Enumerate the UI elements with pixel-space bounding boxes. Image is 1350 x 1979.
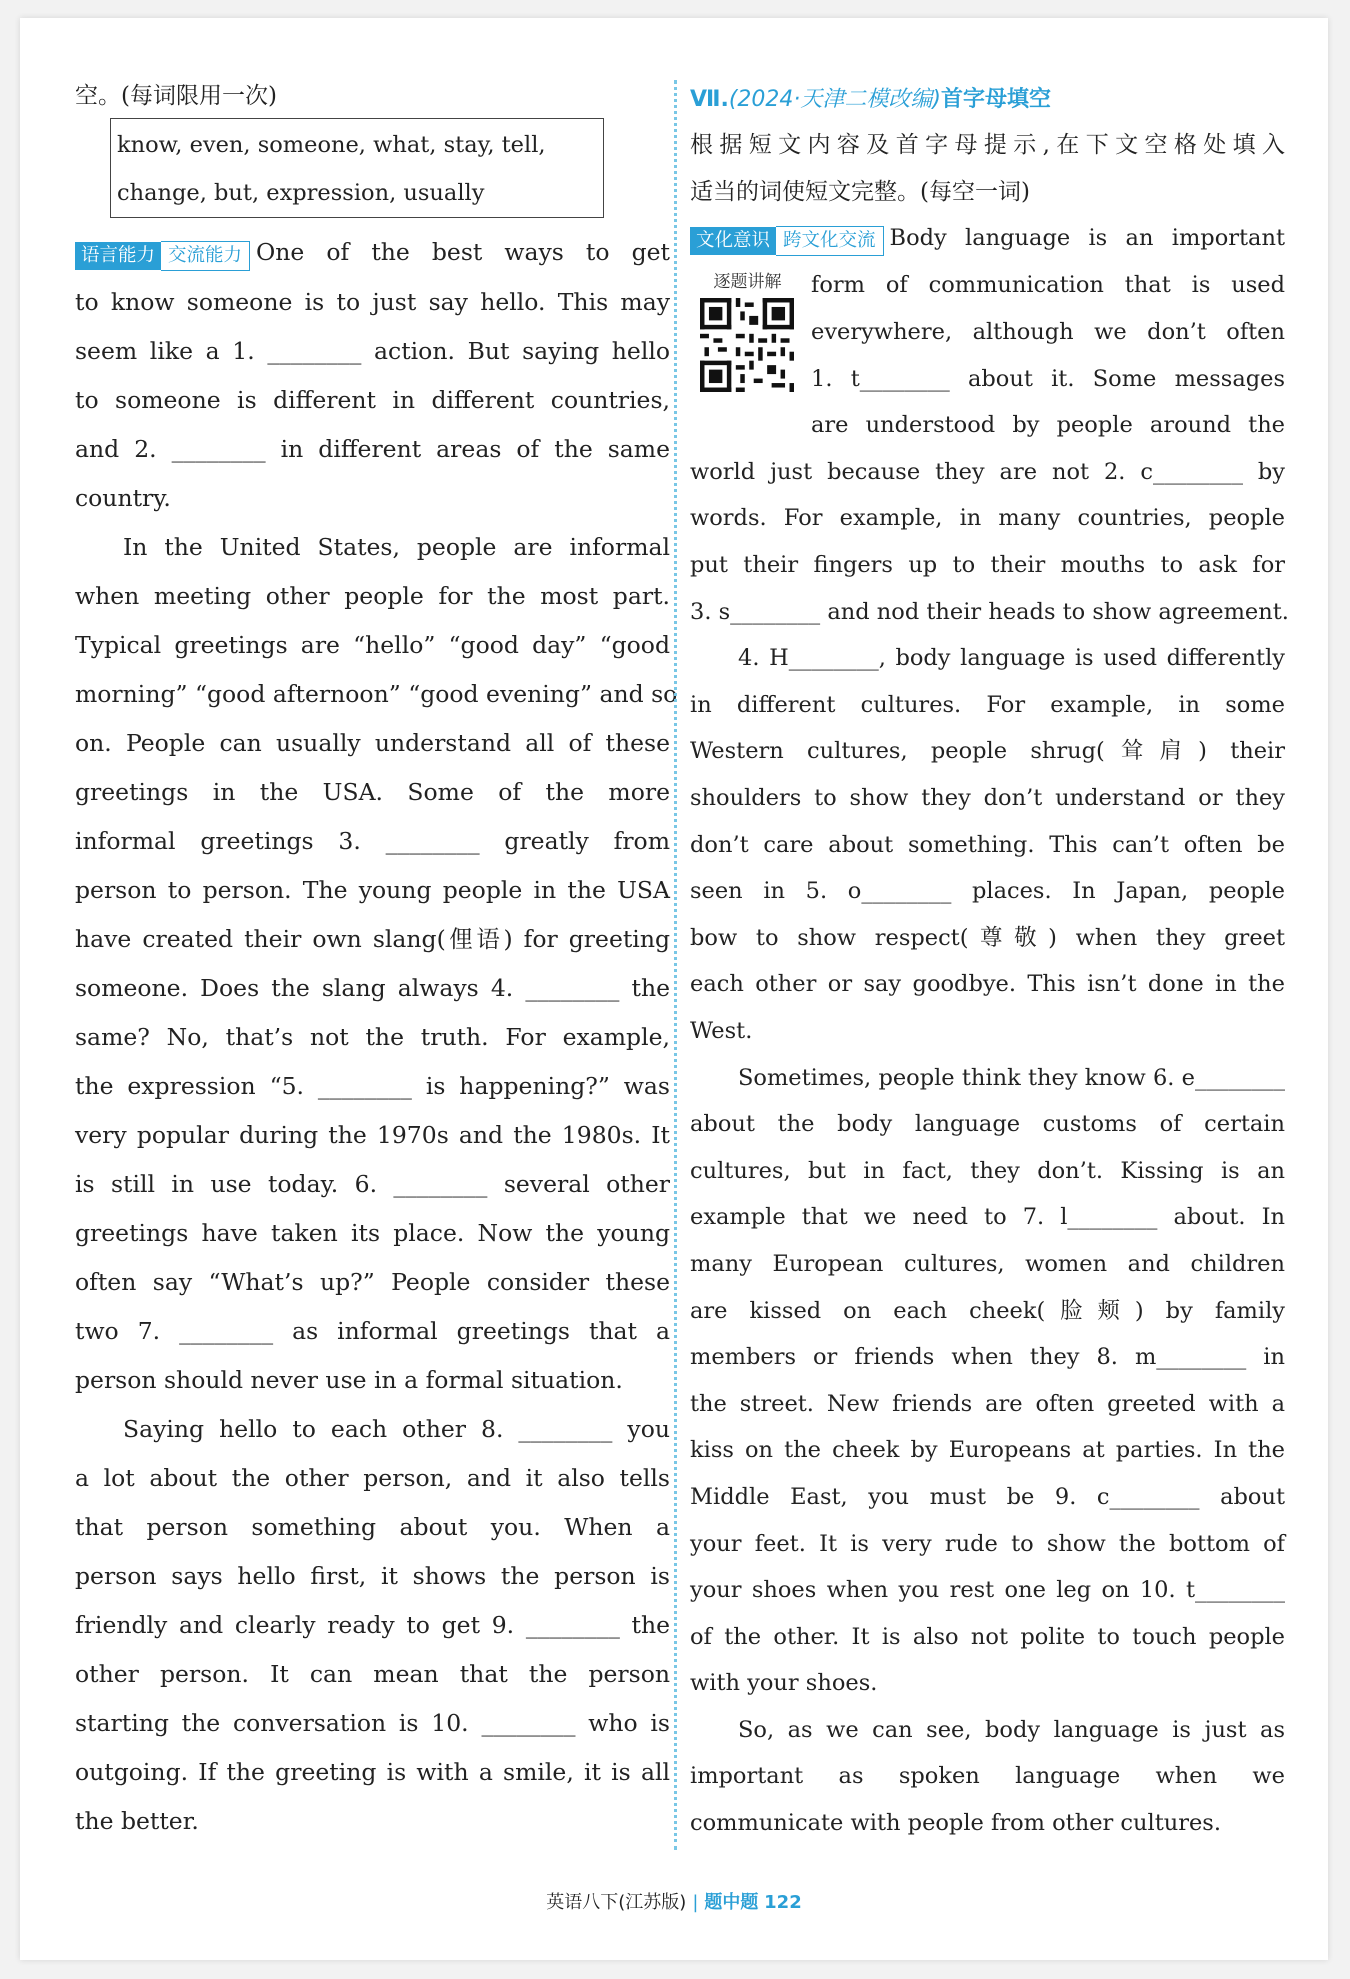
page-number: 122: [764, 1892, 802, 1913]
instruction-line: 根据短文内容及首字母提示,在下文空格处填入: [690, 132, 1285, 158]
tag-cross-cultural-communication: 跨文化交流: [776, 226, 884, 256]
passage-line: shoulders to show they don’t understand or they: [690, 785, 1285, 812]
left-column: [75, 78, 678, 1846]
section-number: Ⅶ.: [690, 87, 729, 112]
word-bank-line: change, but, expression, usually: [117, 180, 485, 206]
qr-code-icon[interactable]: [700, 298, 794, 392]
passage-text: One of the best ways to get: [256, 238, 670, 266]
passage-line: informal greetings 3. ________ greatly from: [75, 827, 670, 855]
section-title: 首字母填空: [941, 87, 1052, 112]
passage-line: Saying hello to each other 8. ________ you: [123, 1415, 670, 1443]
passage-line: So, as we can see, body language is just as: [738, 1716, 1285, 1743]
passage-line: the expression “5. ________ is happening?” was: [75, 1072, 670, 1100]
passage-line: other person. It can mean that the person: [75, 1660, 670, 1688]
left-intro: 空。(每词限用一次): [75, 83, 277, 109]
passage-line: morning” “good afternoon” “good evening” and so: [75, 680, 678, 708]
instruction-line: 适当的词使短文完整。(每空一词): [690, 178, 1030, 205]
passage-line: [75, 228, 670, 278]
qr-paragraph: [690, 262, 1285, 448]
passage-line: communicate with people from other cultures.: [690, 1810, 1222, 1837]
passage-line: members or friends when they 8. m________ in: [690, 1344, 1285, 1371]
qr-label: 逐题讲解: [713, 272, 782, 293]
passage-line: example that we need to 7. l________ about. In: [690, 1204, 1285, 1231]
passage-line: Middle East, you must be 9. c________ about: [690, 1483, 1285, 1510]
passage-line: 3. s________ and nod their heads to show agreement.: [690, 598, 1289, 625]
passage-line: greetings in the USA. Some of the more: [75, 778, 670, 806]
passage-line: a lot about the other person, and it also tells: [75, 1464, 670, 1492]
passage-line: on. People can usually understand all of these: [75, 729, 670, 757]
passage-line: the street. New friends are often greeted with a: [690, 1390, 1285, 1417]
passage-line: form of communication that is used: [811, 272, 1285, 299]
passage-line: Typical greetings are “hello” “good day” “good: [75, 631, 670, 659]
passage-line: don’t care about something. This can’t often be: [690, 831, 1285, 858]
page-footer: [20, 1888, 1328, 1914]
word-bank-box: [110, 118, 604, 218]
workbook-page: [20, 18, 1328, 1960]
tag-communication-ability: 交流能力: [161, 241, 250, 271]
passage-line: same? No, that’s not the truth. For example,: [75, 1023, 670, 1051]
section-heading: [690, 78, 1285, 122]
right-column: [690, 78, 1289, 1847]
passage-line: seem like a 1. ________ action. But saying hello: [75, 337, 670, 365]
footer-book-title: 英语八下(江苏版): [546, 1892, 687, 1913]
tag-cultural-awareness: 文化意识: [690, 227, 776, 255]
skill-tags: [75, 229, 250, 278]
passage-line: your shoes when you rest one leg on 10. t________: [690, 1577, 1285, 1604]
passage-line: 4. H________, body language is used differently: [738, 645, 1285, 672]
passage-line: bow to show respect(尊敬) when they greet: [690, 924, 1285, 951]
passage-line: Sometimes, people think they know 6. e________: [738, 1064, 1285, 1091]
passage-line: person should never use in a formal situation.: [75, 1366, 623, 1394]
passage-line: starting the conversation is 10. ________ who is: [75, 1709, 670, 1737]
passage-line: 1. t________ about it. Some messages: [811, 365, 1285, 392]
passage-line: seen in 5. o________ places. In Japan, people: [690, 878, 1285, 905]
passage-line: put their fingers up to their mouths to ask for: [690, 552, 1285, 579]
passage-line: country.: [75, 484, 171, 512]
passage-line: often say “What’s up?” People consider these: [75, 1268, 670, 1296]
passage-line: are kissed on each cheek(脸颊) by family: [690, 1297, 1285, 1324]
passage-line: when meeting other people for the most part.: [75, 582, 670, 610]
passage-line: cultures, but in fact, they don’t. Kissing is an: [690, 1157, 1285, 1184]
passage-line: are understood by people around the: [811, 412, 1285, 439]
passage-line: West.: [690, 1017, 753, 1044]
passage-line: your feet. It is very rude to show the bottom of: [690, 1530, 1285, 1557]
skill-tags: [690, 216, 884, 263]
section-source: (2024·天津二模改编): [728, 87, 941, 112]
passage-line: person says hello first, it shows the person is: [75, 1562, 670, 1590]
column-divider: [674, 80, 677, 1850]
passage-line: have created their own slang(俚语) for greeting: [75, 925, 670, 953]
passage-line: very popular during the 1970s and the 1980s. It: [75, 1121, 670, 1149]
passage-line: greetings have taken its place. Now the young: [75, 1219, 670, 1247]
footer-separator: |: [692, 1892, 699, 1913]
passage-line: each other or say goodbye. This isn’t done in the: [690, 971, 1285, 998]
passage-line: everywhere, although we don’t often: [811, 319, 1285, 346]
passage-line: person to person. The young people in the USA: [75, 876, 670, 904]
passage-line: important as spoken language when we: [690, 1763, 1285, 1790]
passage-line: of the other. It is also not polite to touch people: [690, 1623, 1285, 1650]
footer-brand: 题中题: [704, 1892, 759, 1913]
passage-line: that person something about you. When a: [75, 1513, 670, 1541]
passage-line: words. For example, in many countries, people: [690, 505, 1285, 532]
passage-line: [690, 215, 1285, 262]
passage-line: about the body language customs of certain: [690, 1111, 1285, 1138]
word-bank-line: know, even, someone, what, stay, tell,: [117, 132, 546, 158]
passage-line: in different cultures. For example, in some: [690, 691, 1285, 718]
passage-line: kiss on the cheek by Europeans at parties. In the: [690, 1437, 1285, 1464]
passage-line: someone. Does the slang always 4. ________ the: [75, 974, 670, 1002]
passage-line: outgoing. If the greeting is with a smile, it is all: [75, 1758, 670, 1786]
qr-block[interactable]: [690, 262, 805, 437]
passage-line: to someone is different in different countries,: [75, 386, 670, 414]
passage-line: many European cultures, women and children: [690, 1250, 1285, 1277]
passage-line: is still in use today. 6. ________ several other: [75, 1170, 670, 1198]
passage-line: In the United States, people are informal: [123, 533, 670, 561]
passage-line: with your shoes.: [690, 1670, 878, 1697]
passage-text: Body language is an important: [889, 225, 1285, 252]
passage-line: Western cultures, people shrug(耸肩) their: [690, 738, 1285, 765]
passage-line: the better.: [75, 1807, 199, 1835]
passage-line: and 2. ________ in different areas of the same: [75, 435, 670, 463]
tag-language-ability: 语言能力: [75, 242, 161, 270]
passage-line: world just because they are not 2. c________ by: [690, 458, 1285, 485]
passage-line: friendly and clearly ready to get 9. ________ the: [75, 1611, 670, 1639]
passage-line: two 7. ________ as informal greetings that a: [75, 1317, 670, 1345]
passage-line: to know someone is to just say hello. This may: [75, 288, 670, 316]
